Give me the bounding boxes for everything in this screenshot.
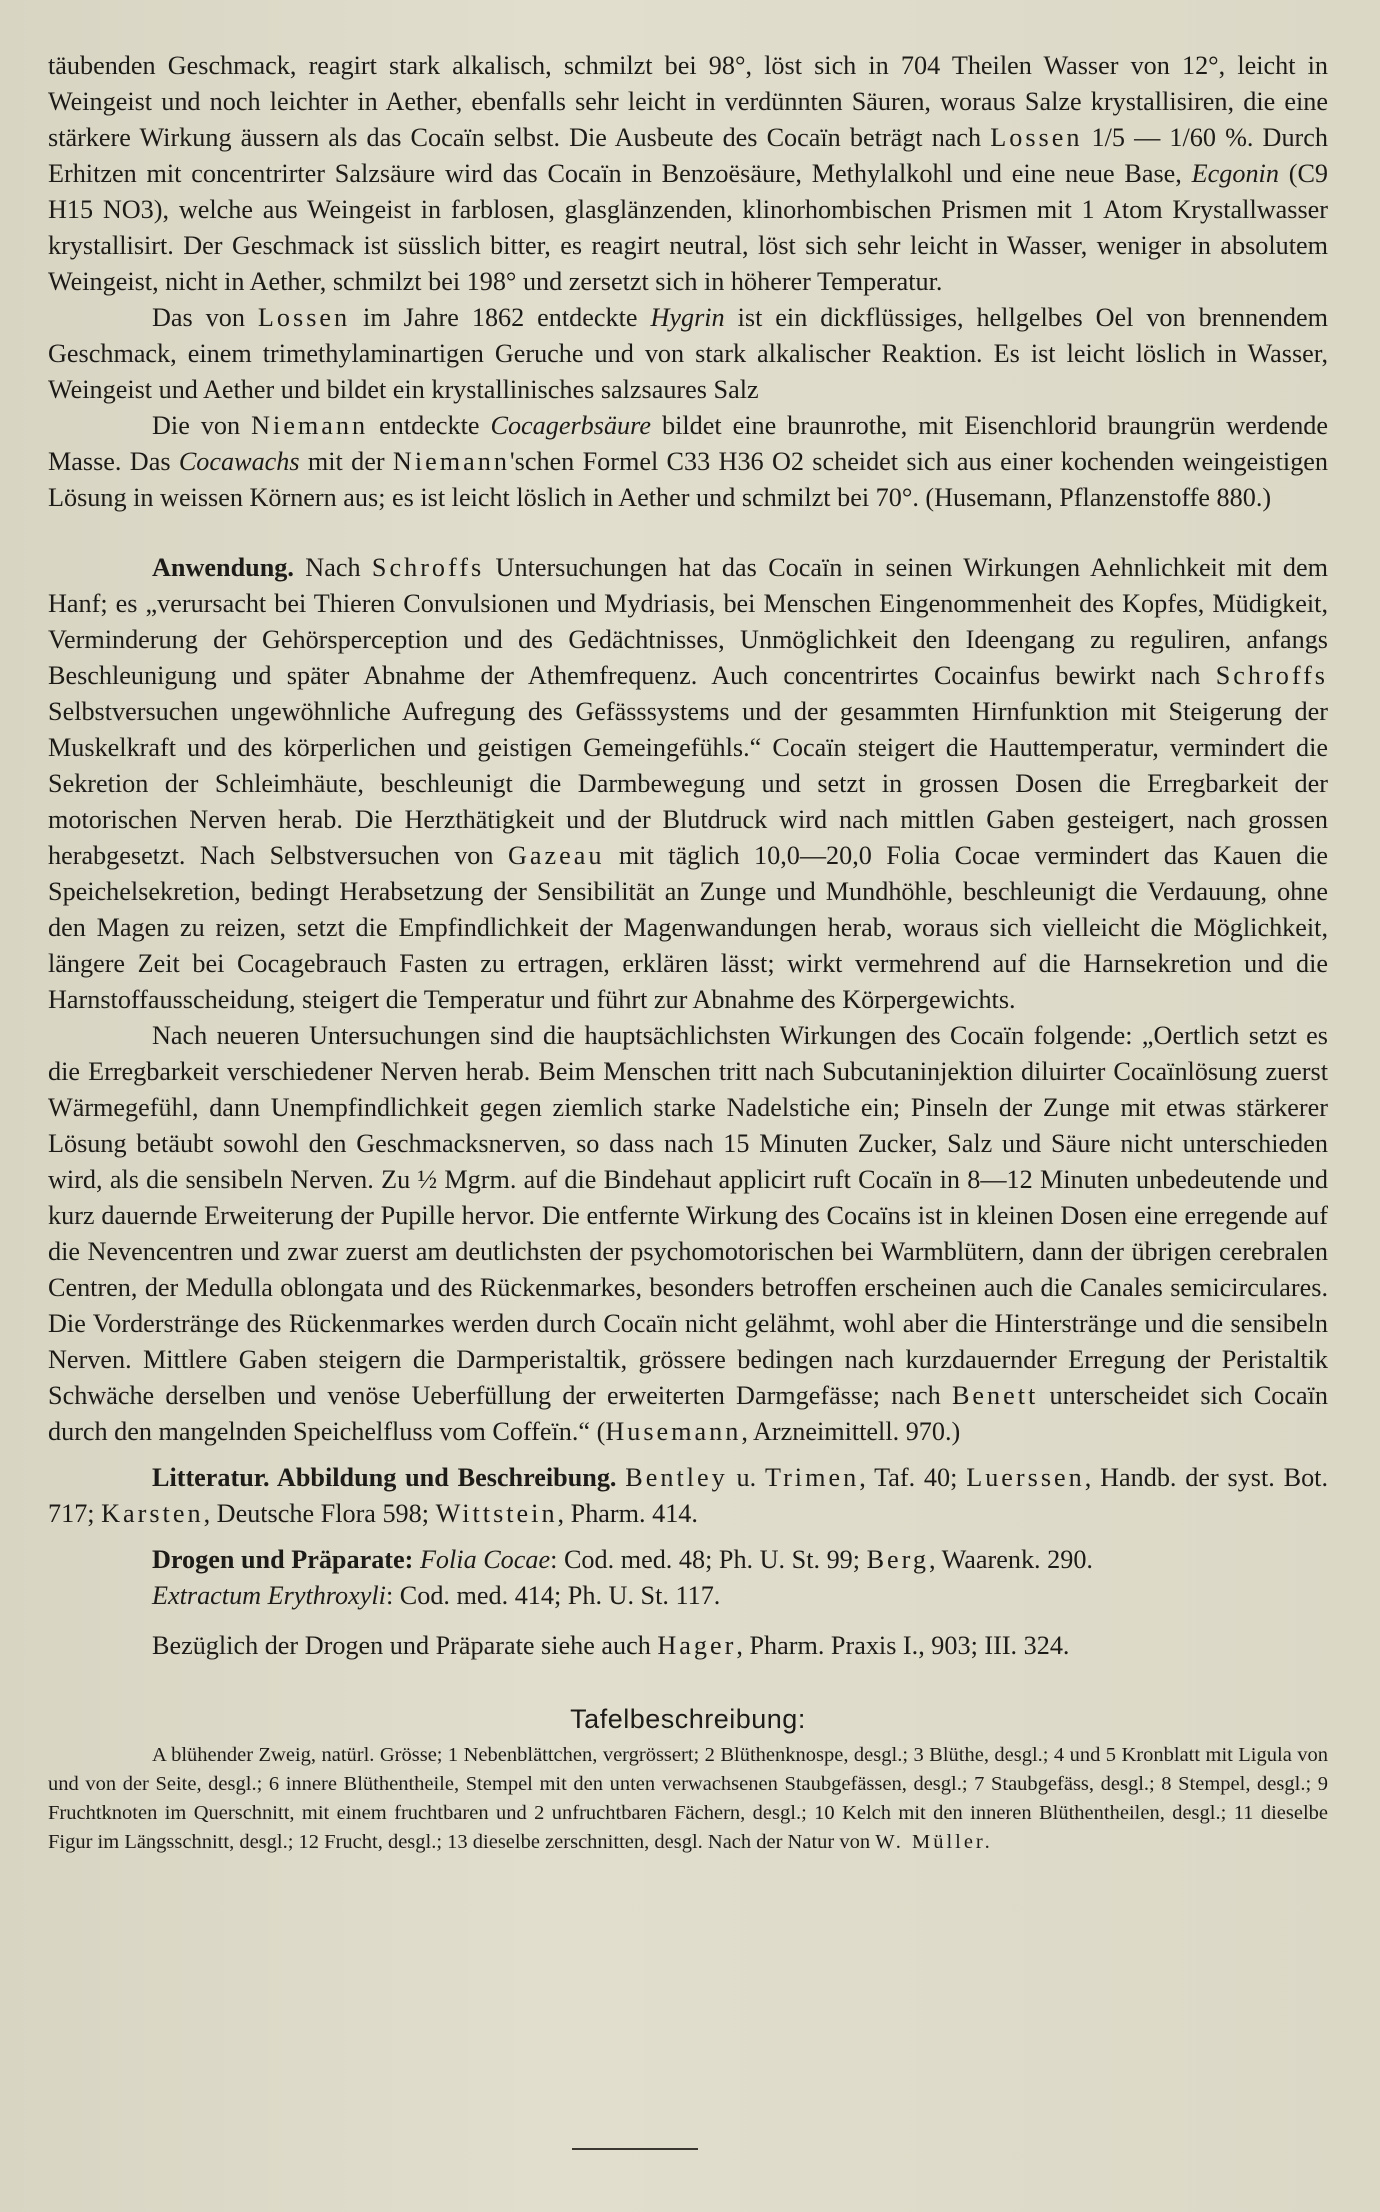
author-name: Niemann bbox=[251, 411, 369, 440]
paragraph-text: Nach bbox=[293, 553, 372, 582]
paragraph-text: täubenden Geschmack, reagirt stark alkalisch, schmilzt bei 98°, löst sich in 704 Theilen Wasser von 12°, leicht in Weingeist und noch leichter in Aether, ebenfalls sehr leicht in verdünnten Säuren, woraus Salze krystallisiren, die eine stärkere Wirkung äussern als das Cocaïn selbst. Die Ausbeute des Cocaïn beträgt nach bbox=[48, 51, 1328, 152]
paragraph-neuere-untersuchungen bbox=[48, 1018, 1328, 1450]
section-heading-anwendung: Anwendung. bbox=[152, 553, 294, 582]
section-heading-litteratur: Litteratur. Abbildung und Beschreibung. bbox=[152, 1463, 617, 1492]
author-name: Wittstein bbox=[435, 1499, 558, 1528]
paragraph-text bbox=[616, 1463, 625, 1492]
tafel-heading: Tafelbeschreibung: bbox=[570, 1704, 806, 1734]
paragraph-text: entdeckte bbox=[368, 411, 491, 440]
paragraph-text: unterscheidet sich Cocaïn durch den mangelnden Speichelfluss vom Coffeïn.“ ( bbox=[48, 1381, 1328, 1446]
paragraph-bezug bbox=[152, 1628, 1328, 1664]
paragraph-litteratur bbox=[48, 1460, 1328, 1532]
paragraph-text: Selbstversuchen ungewöhnliche Aufregung des Gefässsystems und der gesammten Hirnfunktion mit Steigerung der Muskelkraft und des körperlichen und geistigen Gemeingefühls.“ Cocaïn steigert die Hauttemperatur, vermindert die Sekretion der Schleimhäute, beschleunigt die Darmbewegung und setzt in grossen Dosen die Erregbarkeit der motorischen Nerven herab. Die Herzthätigkeit und der Blutdruck wird nach mittlen Gaben gesteigert, nach grossen herabgesetzt. Nach Selbstversuchen von bbox=[48, 697, 1328, 870]
paragraph-text: 'schen Formel C33 H36 O2 scheidet sich aus einer kochenden weingeistigen Lösung in weissen Körnern aus; es ist leicht löslich in Aether und schmilzt bei 70°. (Husemann, Pflanzenstoffe 880.) bbox=[48, 447, 1329, 512]
term-folia-cocae: Folia Cocae bbox=[419, 1545, 551, 1574]
paragraph-text: mit der bbox=[299, 447, 393, 476]
chemical-formula: (C9 H15 NO3), bbox=[48, 159, 1329, 224]
page-end-rule bbox=[572, 2148, 698, 2150]
paragraph-drogen bbox=[152, 1542, 1328, 1614]
paragraph-text: ist ein dickflüssiges, hellgelbes Oel von brennendem Geschmack, einem trimethylaminartigen Geruche und von stark alkalischer Reaktion. Es ist leicht löslich in Wasser, Weingeist und Aether und bildet ein krystallinisches salzsaures Salz bbox=[48, 303, 1328, 404]
author-name: Hager bbox=[657, 1631, 737, 1660]
section-heading-drogen: Drogen und Präparate: bbox=[152, 1545, 414, 1574]
paragraph-text: : Cod. med. 414; Ph. U. St. 117. bbox=[385, 1581, 721, 1610]
paragraph-text: , Taf. 40; bbox=[859, 1463, 967, 1492]
paragraph-text: Nach neueren Untersuchungen sind die hauptsächlichsten Wirkungen des Cocaïn folgende: „Oertlich setzt es die Erregbarkeit verschiedener Nerven herab. Beim Menschen tritt nach Subcutaninjektion diluirter Cocaïnlösung zuerst Wärmegefühl, dann Unempfindlichkeit gegen ziemlich starke Nadelstiche ein; Pinseln der Zunge mit etwas stärkerer Lösung betäubt sowohl den Geschmacksnerven, so dass nach 15 Minuten Zucker, Salz und Säure nicht unterschieden wird, als die sensibeln Nerven. Zu ½ Mgrm. auf die Bindehaut applicirt ruft Cocaïn in 8—12 Minuten unbedeutende und kurz dauernde Erweiterung der Pupille hervor. Die entfernte Wirkung des Cocaïns ist in kleinen Dosen eine erregende auf die Nevencentren und zwar zuerst am deutlichsten der psychomotorischen bei Warmblütern, dann der übrigen cerebralen Centren, der Medulla oblongata und des Rückenmarkes, besonders betroffen erscheinen auch die Canales semicirculares. Die Vorderstränge des Rückenmarkes werden durch Cocaïn nicht gelähmt, wohl aber die Hinterstränge und die sensibeln Nerven. Mittlere Gaben steigern die Darmperistaltik, grössere bedingen nach kurzdauernder Erregung der Peristaltik Schwäche derselben und venöse Ueberfüllung der erweiterten Darmgefässe; nach bbox=[48, 1021, 1328, 1410]
author-name: Gazeau bbox=[507, 841, 605, 870]
paragraph-text: welche aus Weingeist in farblosen, glasglänzenden, klinorhombischen Prismen mit 1 Atom Krystallwasser krystallisirt. Der Geschmack ist süsslich bitter, es reagirt neutral, löst sich sehr leicht in Wasser, weniger in absolutem Weingeist, nicht in Aether, schmilzt bei 198° und zersetzt sich in höherer Temperatur. bbox=[48, 195, 1328, 296]
author-name: Niemann bbox=[392, 447, 510, 476]
paragraph-text: , Pharm. 414. bbox=[557, 1499, 698, 1528]
paragraph-text: , Arzneimittell. 970.) bbox=[741, 1417, 961, 1446]
author-name: Husemann bbox=[605, 1417, 742, 1446]
term-cocawachs: Cocawachs bbox=[178, 447, 300, 476]
paragraph-text: Durch Erhitzen mit concentrirter Salzsäure wird das Cocaïn in Benzoësäure, Methylalkohl und eine neue Base, bbox=[48, 123, 1328, 188]
paragraph-text: mit täglich 10,0—20,0 Folia Cocae vermindert das Kauen die Speichelsekretion, bedingt Herabsetzung der Sensibilität an Zunge und Mundhöhle, beschleunigt die Verdauung, ohne den Magen zu reizen, setzt die Empfindlichkeit der Magenwandungen herab, woraus sich vielleicht die Möglichkeit, längere Zeit bei Cocagebrauch Fasten zu ertragen, erklären lässt; wirkt vermehrend auf die Harnsekretion und die Harnstoffausscheidung, steigert die Temperatur und führt zur Abnahme des Körpergewichts. bbox=[48, 841, 1328, 1014]
tafel-description bbox=[48, 1741, 1328, 1857]
paragraph-text: Bezüglich der Drogen und Präparate siehe auch bbox=[152, 1631, 658, 1660]
author-name: Luerssen bbox=[966, 1463, 1085, 1492]
author-name: Benett bbox=[951, 1381, 1039, 1410]
author-name: Berg bbox=[866, 1545, 930, 1574]
term-extractum: Extractum Erythroxyli bbox=[152, 1581, 386, 1610]
fraction-value: 1/5 — 1/60 %. bbox=[1091, 123, 1254, 152]
term-cocagerbsaeure: Cocagerbsäure bbox=[490, 411, 651, 440]
author-name: Lossen bbox=[257, 303, 351, 332]
tafel-text: A blühender Zweig, natürl. Grösse; 1 Nebenblättchen, vergrössert; 2 Blüthenknospe, desgl.; 3 Blüthe, desgl.; 4 und 5 Kronblatt mit Ligula von und von der Seite, desgl.; 6 innere Blüthentheile, Stempel mit den unten verwachsenen Staubgefässen, desgl.; 7 Staubgefäss, desgl.; 8 Stempel, desgl.; 9 Fruchtknoten im Querschnitt, mit einem fruchtbaren und 2 unfruchtbaren Fächern, desgl.; 10 Kelch mit den inneren Blüthentheilen, desgl.; 11 dieselbe Figur im Längsschnitt, desgl.; 12 Frucht, desgl.; 13 dieselbe zerschnitten, desgl. Nach der Natur von bbox=[48, 1744, 1328, 1853]
term-hygrin: Hygrin bbox=[650, 303, 725, 332]
paragraph-text: Untersuchungen hat das Cocaïn in seinen Wirkungen Aehnlichkeit mit dem Hanf; es „verursacht bei Thieren Convulsionen und Mydriasis, bei Menschen Eingenommenheit des Kopfes, Müdigkeit, Verminderung der Gehörsperception und des Gedächtnisses, Unmöglichkeit den Ideengang zu reguliren, anfangs Beschleunigung und später Abnahme der Athemfrequenz. Auch concentrirtes Cocainfus bewirkt nach bbox=[48, 553, 1328, 690]
paragraph-hygrin bbox=[48, 300, 1328, 408]
paragraph-cocagerbsaeure bbox=[48, 408, 1328, 516]
paragraph-text: : Cod. med. 48; Ph. U. St. 99; bbox=[550, 1545, 867, 1574]
author-name: Karsten bbox=[101, 1499, 204, 1528]
term-ecgonin: Ecgonin bbox=[1191, 159, 1279, 188]
paragraph-anwendung bbox=[48, 550, 1328, 1018]
paragraph-text: im Jahre 1862 entdeckte bbox=[350, 303, 651, 332]
author-name: Trimen bbox=[765, 1463, 860, 1492]
paragraph-text: , Pharm. Praxis I., 903; III. 324. bbox=[736, 1631, 1070, 1660]
author-name: Lossen bbox=[990, 123, 1083, 152]
author-name: W. Müller. bbox=[875, 1831, 993, 1853]
paragraph-cocain-properties bbox=[48, 48, 1328, 300]
paragraph-text: Das von bbox=[152, 303, 258, 332]
paragraph-text: , Waarenk. 290. bbox=[929, 1545, 1093, 1574]
paragraph-text: bildet eine braunrothe, mit Eisenchlorid braungrün werdende Masse. Das bbox=[48, 411, 1329, 476]
author-name: Bentley bbox=[625, 1463, 728, 1492]
author-name: Schroffs bbox=[1215, 661, 1328, 690]
paragraph-text: u. bbox=[727, 1463, 766, 1492]
paragraph-text: , Handb. der syst. Bot. 717; bbox=[48, 1463, 1329, 1528]
author-name: Schroffs bbox=[371, 553, 485, 582]
paragraph-text: Die von bbox=[152, 411, 252, 440]
paragraph-text: , Deutsche Flora 598; bbox=[203, 1499, 436, 1528]
